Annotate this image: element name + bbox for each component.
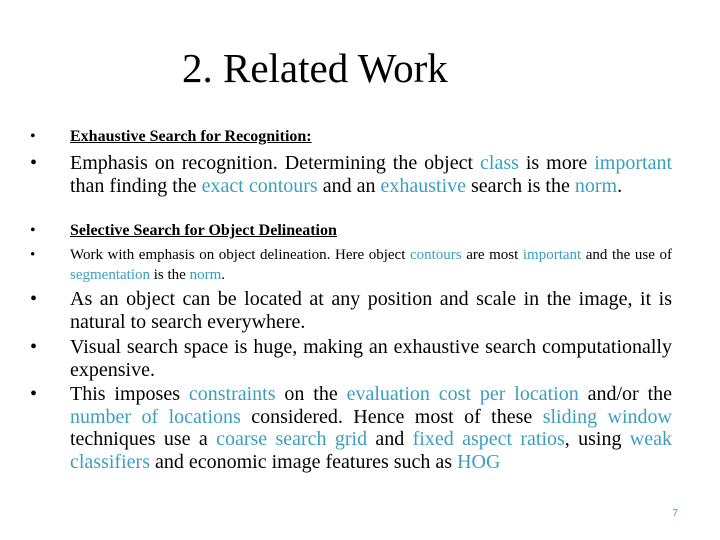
- bullet-text: [70, 245, 672, 285]
- text-run: and: [367, 428, 413, 450]
- bullet-text: [70, 336, 672, 381]
- text-run: search is the: [466, 174, 575, 197]
- highlighted-term: HOG: [457, 450, 501, 473]
- bullet-text: [70, 383, 672, 473]
- text-run: As an object can be located at any position and scale in the image, it is natural to search everywhere.: [70, 288, 672, 333]
- highlighted-term: exact contours: [201, 174, 318, 197]
- text-run: is more: [518, 152, 595, 174]
- bullet-marker: •: [30, 288, 38, 310]
- bullet-marker: •: [30, 222, 36, 239]
- highlighted-term: exhaustive: [380, 174, 467, 197]
- bullet-heading: Selective Search for Object Delineation: [70, 222, 337, 239]
- highlighted-term: evaluation cost per location: [346, 383, 579, 405]
- text-run: techniques use a: [70, 428, 217, 450]
- text-run: and economic image features such as: [149, 450, 458, 473]
- text-run: .: [221, 267, 225, 283]
- highlighted-term: norm: [574, 174, 618, 197]
- highlighted-term: constraints: [188, 383, 276, 405]
- highlighted-term: norm: [189, 267, 222, 283]
- slide-number: 7: [672, 508, 678, 519]
- text-run: .: [617, 174, 623, 197]
- bullet-marker: •: [30, 336, 38, 358]
- slide-title: 2. Related Work: [182, 45, 448, 91]
- text-run: Emphasis on recognition. Determining the object: [70, 152, 481, 174]
- bullet-marker: •: [30, 383, 38, 405]
- text-run: , using: [564, 428, 630, 450]
- highlighted-term: segmentation: [70, 267, 150, 283]
- highlighted-term: important: [594, 152, 672, 174]
- bullet-marker: •: [30, 152, 38, 174]
- highlighted-term: fixed aspect ratios: [412, 428, 565, 450]
- text-run: and/or the: [578, 383, 672, 405]
- highlighted-term: coarse search grid: [216, 428, 368, 450]
- text-run: on the: [275, 383, 347, 405]
- bullet-text: [70, 288, 672, 333]
- text-run: and the use of: [581, 247, 672, 263]
- bullet-marker: •: [30, 247, 36, 263]
- bullet-marker: •: [30, 128, 36, 145]
- text-run: are most: [461, 247, 523, 263]
- text-run: This imposes: [70, 383, 189, 405]
- text-run: than finding the: [70, 174, 202, 197]
- highlighted-term: contours: [409, 247, 462, 263]
- bullet-text: [70, 152, 672, 197]
- text-run: Work with emphasis on object delineation. Here object: [70, 247, 410, 263]
- highlighted-term: class: [480, 152, 519, 174]
- text-run: considered. Hence most of these: [240, 405, 543, 428]
- bullet-text: [70, 128, 672, 146]
- highlighted-term: weak classifiers: [70, 428, 672, 473]
- bullet-heading: Exhaustive Search for Recognition:: [70, 128, 312, 145]
- text-run: and an: [317, 174, 381, 197]
- text-run: Visual search space is huge, making an exhaustive search computationally expensive.: [70, 336, 672, 381]
- highlighted-term: important: [522, 247, 582, 263]
- text-run: is the: [149, 267, 190, 283]
- highlighted-term: sliding window: [542, 405, 673, 428]
- highlighted-term: number of locations: [70, 405, 241, 428]
- bullet-text: [70, 222, 672, 240]
